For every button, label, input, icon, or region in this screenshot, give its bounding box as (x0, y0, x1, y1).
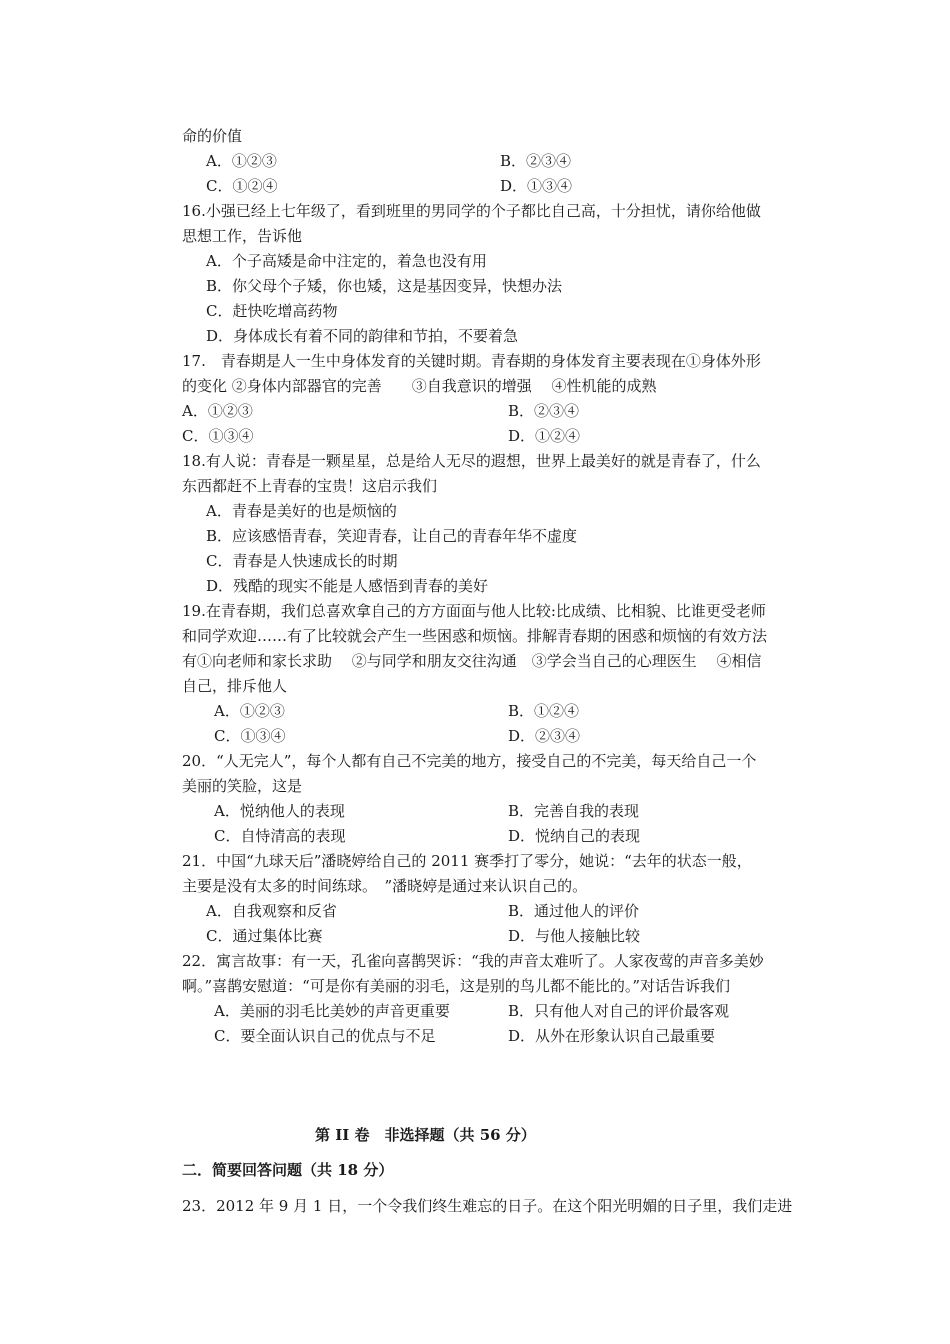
q16-stem-1: 16.小强已经上七年级了，看到班里的男同学的个子都比自己高，十分担忧，请你给他做 (182, 202, 761, 220)
q19-stem-4: 自己，排斥他人 (182, 677, 288, 695)
q22-option-d: D．从外在形象认识自己最重要 (508, 1027, 716, 1045)
q15-option-d: D．①③④ (500, 177, 573, 195)
q16-option-c: C．赶快吃增高药物 (206, 302, 338, 320)
q19-stem-2: 和同学欢迎……有了比较就会产生一些困惑和烦恼。排解青春期的困惑和烦恼的有效方法 (182, 627, 768, 645)
q19-option-a: A．①②③ (214, 702, 285, 720)
q18-option-a: A．青春是美好的也是烦恼的 (206, 502, 397, 520)
q19-stem-3: 有①向老师和家长求助 ②与同学和朋友交往沟通 ③学会当自己的心理医生 ④相信 (182, 652, 762, 670)
part-2-heading: 二．简要回答问题（共 18 分） (182, 1161, 394, 1179)
q17-stem-1: 17. 青春期是人一生中身体发育的关键时期。青春期的身体发育主要表现在①身体外形 (182, 352, 761, 370)
q23-stem-1: 23．2012 年 9 月 1 日，一个令我们终生难忘的日子。在这个阳光明媚的日子里，我们走进 (182, 1197, 793, 1215)
q21-option-d: D．与他人接触比较 (508, 927, 641, 945)
q19-option-c: C．①③④ (214, 727, 286, 745)
q17-stem-2: 的变化 ②身体内部器官的完善 ③自我意识的增强 ④性机能的成熟 (182, 377, 657, 395)
q17-option-d: D．①②④ (508, 427, 581, 445)
q22-option-c: C．要全面认识自己的优点与不足 (214, 1027, 436, 1045)
q16-option-b: B．你父母个子矮，你也矮，这是基因变异，快想办法 (206, 277, 563, 295)
q15-option-b: B．②③④ (500, 152, 572, 170)
q21-option-a: A．自我观察和反省 (206, 902, 337, 920)
q17-option-b: B．②③④ (508, 402, 580, 420)
q17-option-c: C．①③④ (182, 427, 254, 445)
q20-option-a: A．悦纳他人的表现 (214, 802, 345, 820)
q16-stem-2: 思想工作，告诉他 (182, 227, 303, 245)
q21-option-b: B．通过他人的评价 (508, 902, 640, 920)
q20-option-d: D．悦纳自己的表现 (508, 827, 641, 845)
q19-option-d: D．②③④ (508, 727, 581, 745)
q22-stem-2: 啊。”喜鹊安慰道：“可是你有美丽的羽毛，这是别的鸟儿都不能比的。”对话告诉我们 (182, 977, 731, 995)
q21-option-c: C．通过集体比赛 (206, 927, 323, 945)
q16-option-a: A．个子高矮是命中注定的，着急也没有用 (206, 252, 487, 270)
q17-option-a: A．①②③ (182, 402, 253, 420)
q18-option-b: B．应该感悟青春，笑迎青春，让自己的青春年华不虚度 (206, 527, 578, 545)
q22-option-b: B．只有他人对自己的评价最客观 (508, 1002, 730, 1020)
section-ii-title: 第 II 卷 非选择题（共 56 分） (315, 1126, 536, 1144)
q22-option-a: A．美丽的羽毛比美妙的声音更重要 (214, 1002, 450, 1020)
q21-stem-2: 主要是没有太多的时间练球。 ”潘晓婷是通过来认识自己的。 (182, 877, 588, 895)
q21-stem-1: 21．中国“九球天后”潘晓婷给自己的 2011 赛季打了零分，她说：“去年的状态一般， (182, 852, 752, 870)
q22-stem-1: 22．寓言故事：有一天，孔雀向喜鹊哭诉：“我的声音太难听了。人家夜莺的声音多美妙 (182, 952, 764, 970)
q20-stem-1: 20．“人无完人”，每个人都有自己不完美的地方，接受自己的不完美，每天给自己一个 (182, 752, 757, 770)
q18-option-c: C．青春是人快速成长的时期 (206, 552, 398, 570)
q18-option-d: D．残酷的现实不能是人感悟到青春的美好 (206, 577, 489, 595)
q16-option-d: D．身体成长有着不同的韵律和节拍，不要着急 (206, 327, 519, 345)
q15-option-c: C．①②④ (206, 177, 278, 195)
q19-option-b: B．①②④ (508, 702, 580, 720)
q15-option-a: A．①②③ (206, 152, 277, 170)
q18-stem-2: 东西都赶不上青春的宝贵！这启示我们 (182, 477, 438, 495)
q20-stem-2: 美丽的笑脸，这是 (182, 777, 303, 795)
q18-stem-1: 18.有人说：青春是一颗星星，总是给人无尽的遐想，世界上最美好的就是青春了，什么 (182, 452, 761, 470)
q15-tail: 命的价值 (182, 127, 243, 145)
q20-option-c: C．自恃清高的表现 (214, 827, 346, 845)
q20-option-b: B．完善自我的表现 (508, 802, 640, 820)
q19-stem-1: 19.在青春期，我们总喜欢拿自己的方方面面与他人比较:比成绩、比相貌、比谁更受老师 (182, 602, 766, 620)
